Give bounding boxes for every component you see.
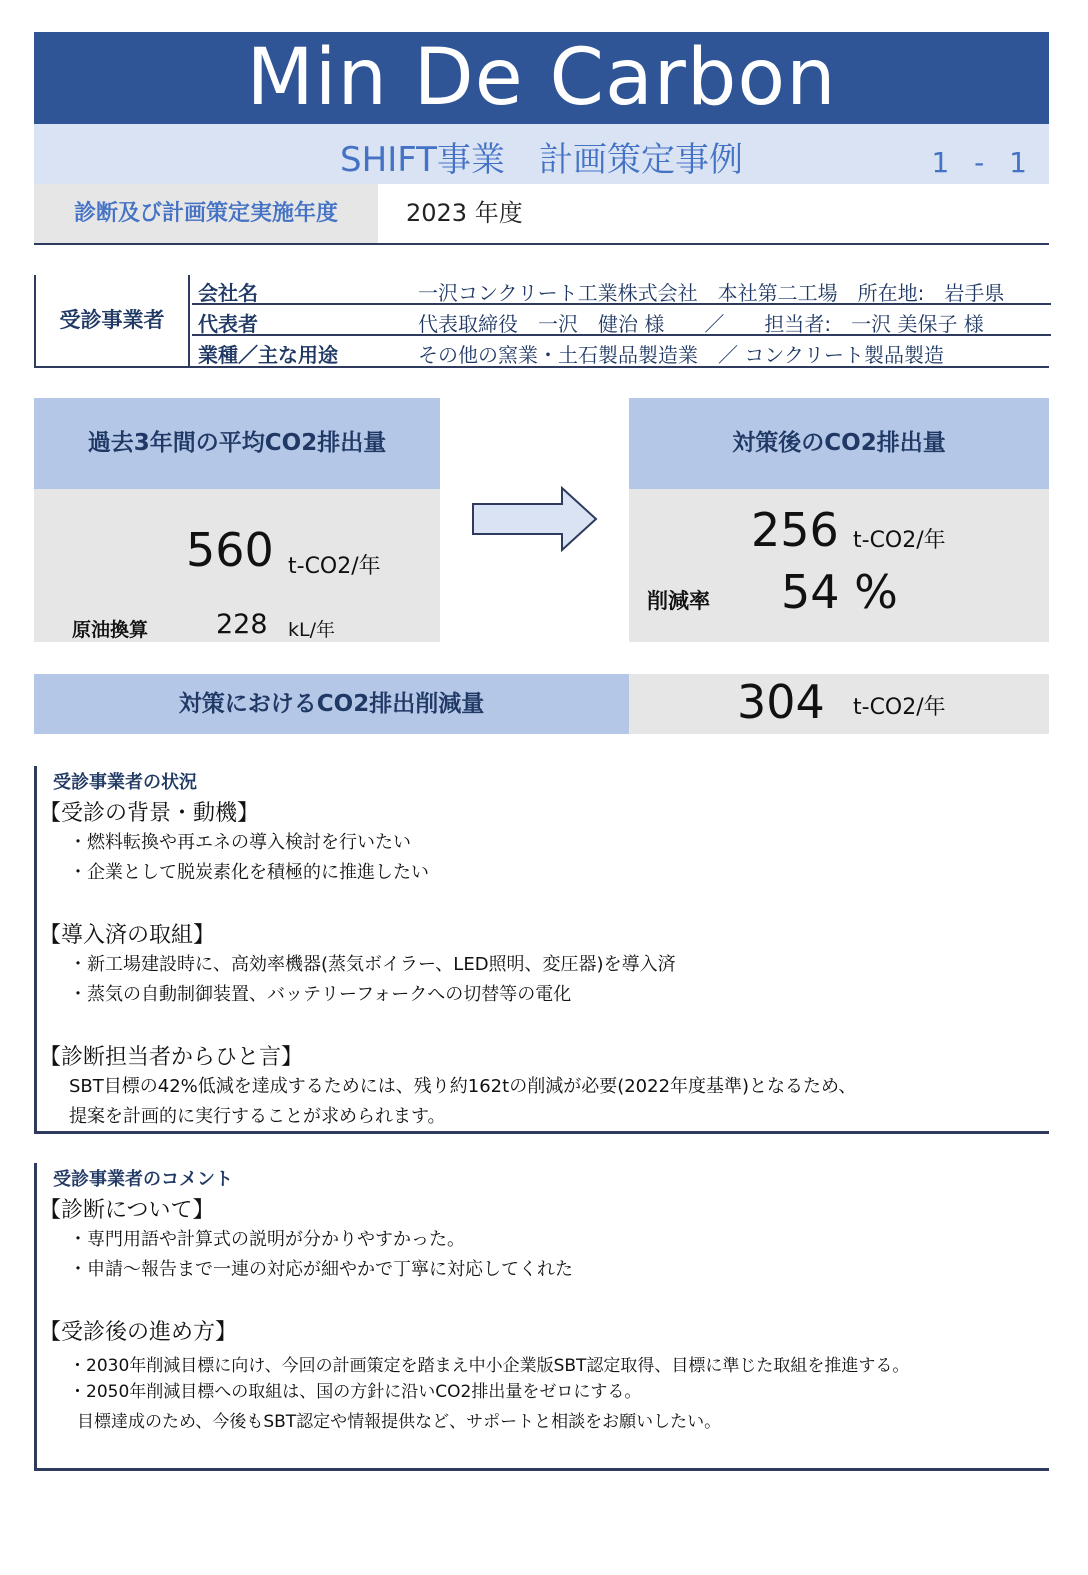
after-value: 256: [751, 503, 839, 557]
after-unit: t-CO2/年: [853, 528, 946, 553]
year-label: 診断及び計画策定実施年度: [34, 184, 378, 243]
year-value: 2023 年度: [406, 199, 523, 227]
status-group-heading: 【導入済の取組】: [39, 923, 216, 948]
comments-group-heading: 【受診後の進め方】: [39, 1320, 238, 1345]
status-line: SBT目標の42%低減を達成するためには、残り約162tの削減が必要(2022年度基準)となるため、: [69, 1076, 857, 1097]
right-arrow-icon: [470, 486, 600, 552]
case-number: 1 - 1: [931, 146, 1035, 179]
info-row-representative: [192, 306, 1051, 336]
before-heading: 過去3年間の平均CO2排出量: [34, 398, 440, 489]
comments-line: ・2030年削減目標に向け、今回の計画策定を踏まえ中小企業版SBT認定取得、目標に準じた取組を推進する。: [69, 1356, 910, 1376]
reduction-rate-label: 削減率: [647, 589, 710, 613]
comments-section: [34, 1163, 1049, 1471]
comments-line: ・申請～報告まで一連の対応が細やかで丁寧に対応してくれた: [69, 1259, 573, 1280]
reduction-value: 304: [737, 675, 825, 729]
comments-title: 受診事業者のコメント: [53, 1169, 233, 1190]
before-value: 560: [186, 523, 274, 577]
status-line: ・蒸気の自動制御装置、バッテリーフォークへの切替等の電化: [69, 984, 572, 1005]
reduction-unit: t-CO2/年: [853, 695, 946, 720]
title-banner: [34, 32, 1049, 124]
year-row: [34, 184, 1049, 245]
before-box: [34, 489, 440, 642]
comments-line: 目標達成のため、今後もSBT認定や情報提供など、サポートと相談をお願いしたい。: [77, 1412, 722, 1432]
info-value: その他の窯業・土石製品製造業 ／ コンクリート製品製造: [418, 343, 944, 367]
info-value: 代表取締役 一沢 健治 様 ／ 担当者: 一沢 美保子 様: [418, 312, 984, 336]
comments-line: ・専門用語や計算式の説明が分かりやすかった。: [69, 1229, 465, 1250]
company-info-table: [34, 275, 1049, 368]
reduction-rate-value: 54 %: [781, 565, 898, 619]
status-line: ・燃料転換や再エネの導入検討を行いたい: [69, 832, 411, 853]
oil-equivalent-label: 原油換算: [72, 619, 149, 641]
info-value: 一沢コンクリート工業株式会社 本社第二工場 所在地: 岩手県: [418, 281, 1005, 305]
status-line: 提案を計画的に実行することが求められます。: [69, 1106, 446, 1127]
page-subtitle: SHIFT事業 計画策定事例: [340, 140, 743, 180]
status-group-heading: 【受診の背景・動機】: [39, 801, 260, 826]
status-line: ・企業として脱炭素化を積極的に推進したい: [69, 862, 429, 883]
comments-group-heading: 【診断について】: [39, 1198, 215, 1223]
info-key: 業種／主な用途: [198, 343, 338, 367]
info-key: 代表者: [198, 312, 258, 336]
info-row-industry: [192, 337, 1051, 367]
after-heading: 対策後のCO2排出量: [629, 398, 1049, 489]
after-box: [629, 489, 1049, 642]
info-row-company: [192, 275, 1051, 305]
oil-equivalent-value: 228: [216, 609, 268, 640]
comments-line: ・2050年削減目標への取組は、国の方針に沿いCO2排出量をゼロにする。: [69, 1382, 642, 1402]
before-unit: t-CO2/年: [288, 554, 381, 579]
status-line: ・新工場建設時に、高効率機器(蒸気ボイラー、LED照明、変圧器)を導入済: [69, 954, 676, 975]
subtitle-bar: [34, 124, 1049, 184]
status-section: [34, 766, 1049, 1134]
reduction-heading: 対策におけるCO2排出削減量: [34, 674, 629, 734]
reduction-box: [629, 674, 1049, 734]
company-info-label: 受診事業者: [36, 275, 190, 366]
status-title: 受診事業者の状況: [53, 772, 197, 793]
info-key: 会社名: [198, 281, 258, 305]
oil-equivalent-unit: kL/年: [288, 619, 335, 641]
status-group-heading: 【診断担当者からひと言】: [39, 1045, 304, 1070]
page-title: Min De Carbon: [246, 33, 837, 123]
